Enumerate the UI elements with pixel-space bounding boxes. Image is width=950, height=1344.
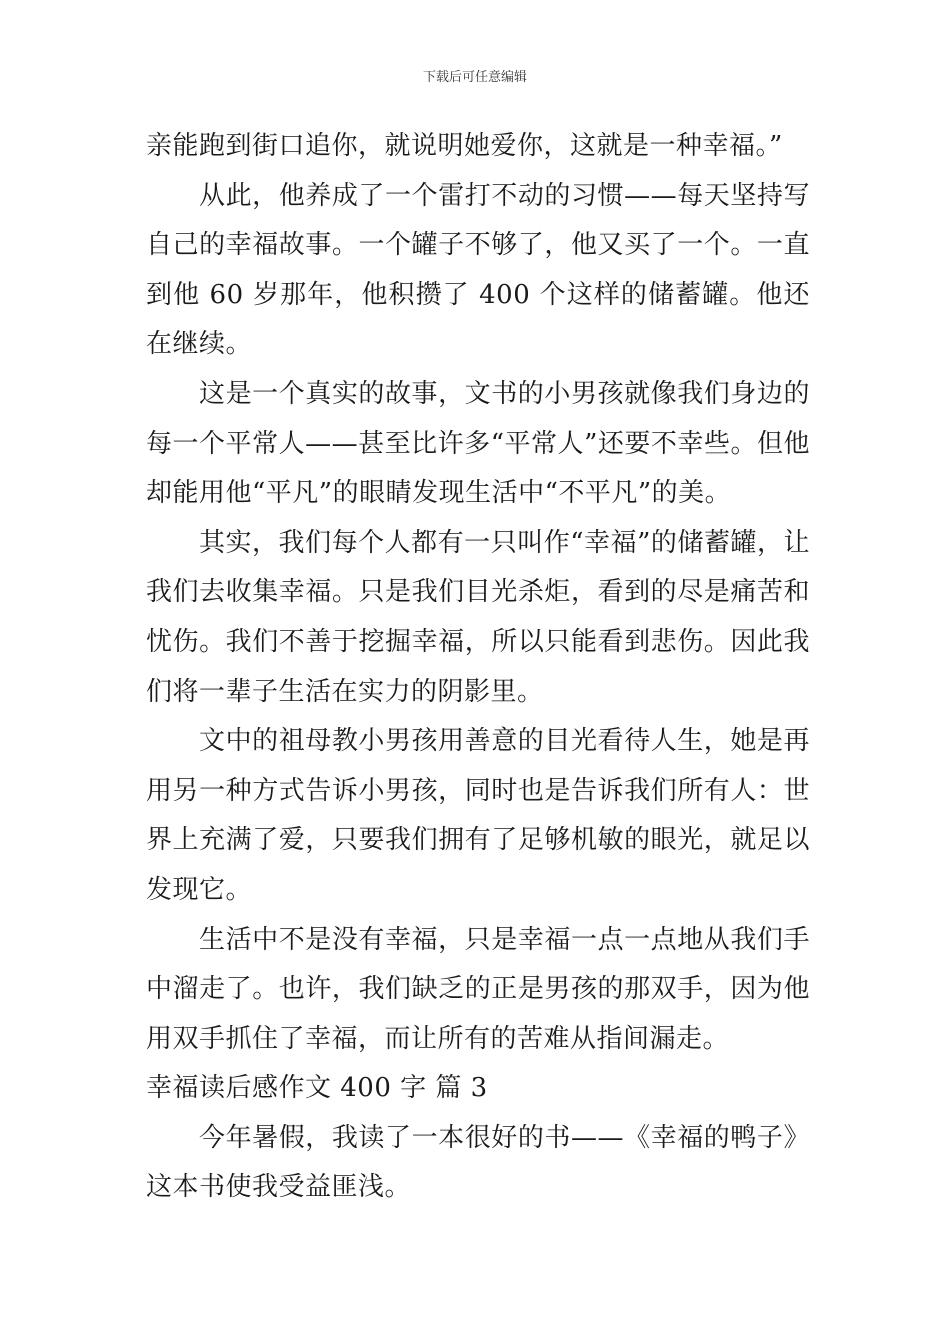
- paragraph: 其实，我们每个人都有一只叫作“幸福”的储蓄罐，让我们去收集幸福。只是我们目光杀炬，看到的尽是痛苦和忧伤。我们不善于挖掘幸福，所以只能看到悲伤。因此我们将一辈子生活在实力的阴影里。: [146, 527, 810, 707]
- document-body: [146, 122, 810, 1213]
- paragraph: 从此，他养成了一个雷打不动的习惯——每天坚持写自己的幸福故事。一个罐子不够了，他又买了一个。一直到他 60 岁那年，他积攒了 400 个这样的储蓄罐。他还在继续。: [146, 180, 810, 360]
- paragraph: 亲能跑到街口追你，就说明她爱你，这就是一种幸福。”: [146, 131, 783, 161]
- section-heading: 幸福读后感作文 400 字 篇 3: [146, 1073, 488, 1104]
- paragraph: 文中的祖母教小男孩用善意的目光看待人生，她是再用另一种方式告诉小男孩，同时也是告诉我们所有人：世界上充满了爱，只要我们拥有了足够机敏的眼光，就足以发现它。: [146, 726, 810, 905]
- paragraph: 今年暑假，我读了一本很好的书——《幸福的鸭子》这本书使我受益匪浅。: [146, 1122, 810, 1203]
- paragraph: 这是一个真实的故事，文书的小男孩就像我们身边的每一个平常人——甚至比许多“平常人”还要不幸些。但他却能用他“平凡”的眼睛发现生活中“不平凡”的美。: [146, 378, 810, 509]
- paragraph: 生活中不是没有幸福，只是幸福一点一点地从我们手中溜走了。也许，我们缺乏的正是男孩的那双手，因为他用双手抓住了幸福，而让所有的苦难从指间漏走。: [146, 924, 810, 1054]
- page-header: 下载后可任意编辑: [422, 70, 527, 85]
